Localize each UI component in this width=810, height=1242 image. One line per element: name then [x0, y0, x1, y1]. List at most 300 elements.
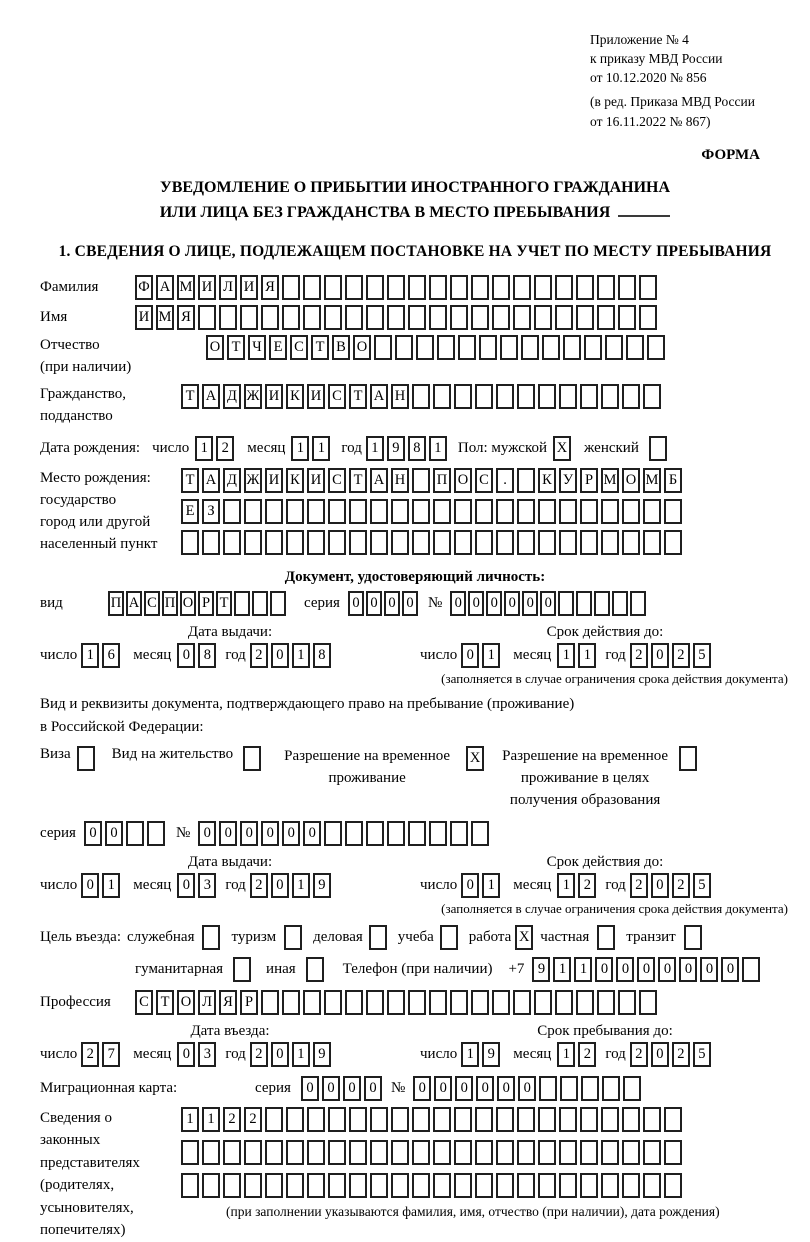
cell[interactable]	[580, 384, 598, 409]
representatives-row3-cells[interactable]	[181, 1173, 720, 1198]
cell[interactable]: Т	[311, 335, 329, 360]
cell[interactable]	[580, 530, 598, 555]
cell[interactable]: 1	[195, 436, 213, 461]
purpose-other-checkbox[interactable]	[306, 957, 327, 982]
cell[interactable]: 2	[630, 873, 648, 898]
cell[interactable]	[471, 821, 489, 846]
cell[interactable]	[580, 499, 598, 524]
purpose-private-checkbox[interactable]	[597, 925, 618, 950]
purpose-business-checkbox[interactable]	[369, 925, 390, 950]
cell[interactable]	[742, 957, 760, 982]
cell[interactable]: X	[466, 746, 484, 771]
cell[interactable]	[391, 530, 409, 555]
birth-place-row2-cells[interactable]	[181, 499, 685, 524]
cell[interactable]: 2	[223, 1107, 241, 1132]
purpose-tourism-checkbox[interactable]	[284, 925, 305, 950]
cell[interactable]	[370, 1107, 388, 1132]
doc-number-cells[interactable]	[450, 591, 648, 616]
cell[interactable]: К	[538, 468, 556, 493]
cell[interactable]	[626, 335, 644, 360]
cell[interactable]: 0	[364, 1076, 382, 1101]
cell[interactable]	[303, 305, 321, 330]
cell[interactable]: 7	[102, 1042, 120, 1067]
cell[interactable]: С	[328, 384, 346, 409]
birth-day-cells[interactable]	[195, 436, 237, 461]
cell[interactable]: 2	[244, 1107, 262, 1132]
cell[interactable]: 2	[250, 1042, 268, 1067]
doc-kind-cells[interactable]	[108, 591, 288, 616]
cell[interactable]: Р	[198, 591, 214, 616]
cell[interactable]: 1	[557, 1042, 575, 1067]
cell[interactable]	[286, 499, 304, 524]
cell[interactable]: 0	[468, 591, 484, 616]
cell[interactable]	[244, 1140, 262, 1165]
cell[interactable]	[408, 275, 426, 300]
cell[interactable]	[555, 305, 573, 330]
cell[interactable]	[412, 530, 430, 555]
cell[interactable]	[244, 499, 262, 524]
cell[interactable]	[555, 275, 573, 300]
cell[interactable]	[496, 384, 514, 409]
cell[interactable]: С	[290, 335, 308, 360]
cell[interactable]	[450, 990, 468, 1015]
cell[interactable]	[559, 1173, 577, 1198]
cell[interactable]	[559, 1140, 577, 1165]
temp-residence-permit-checkbox[interactable]	[466, 746, 487, 771]
cell[interactable]: Я	[261, 275, 279, 300]
cell[interactable]: 0	[343, 1076, 361, 1101]
cell[interactable]	[492, 990, 510, 1015]
cell[interactable]: Р	[580, 468, 598, 493]
cell[interactable]	[243, 746, 261, 771]
cell[interactable]	[450, 275, 468, 300]
birth-place-row3-cells[interactable]	[181, 530, 685, 555]
cell[interactable]	[391, 499, 409, 524]
cell[interactable]	[370, 1173, 388, 1198]
cell[interactable]: О	[622, 468, 640, 493]
cell[interactable]	[471, 305, 489, 330]
cell[interactable]: 8	[408, 436, 426, 461]
cell[interactable]: 0	[271, 873, 289, 898]
cell[interactable]	[307, 530, 325, 555]
cell[interactable]: Т	[349, 468, 367, 493]
identity-issue-month-cells[interactable]	[177, 643, 219, 668]
cell[interactable]: К	[286, 384, 304, 409]
identity-valid-month-cells[interactable]	[557, 643, 599, 668]
cell[interactable]: И	[135, 305, 153, 330]
cell[interactable]	[534, 275, 552, 300]
cell[interactable]	[450, 821, 468, 846]
cell[interactable]	[639, 990, 657, 1015]
cell[interactable]	[538, 499, 556, 524]
cell[interactable]: 0	[322, 1076, 340, 1101]
cell[interactable]	[454, 1140, 472, 1165]
cell[interactable]	[265, 1173, 283, 1198]
cell[interactable]	[576, 591, 592, 616]
purpose-official-checkbox[interactable]	[202, 925, 223, 950]
cell[interactable]	[366, 305, 384, 330]
cell[interactable]	[601, 499, 619, 524]
cell[interactable]	[475, 384, 493, 409]
cell[interactable]: 0	[240, 821, 258, 846]
cell[interactable]: 1	[292, 643, 310, 668]
cell[interactable]	[555, 990, 573, 1015]
cell[interactable]	[223, 499, 241, 524]
cell[interactable]	[181, 1173, 199, 1198]
cell[interactable]	[513, 990, 531, 1015]
cell[interactable]	[408, 305, 426, 330]
cell[interactable]	[597, 275, 615, 300]
cell[interactable]: О	[353, 335, 371, 360]
cell[interactable]	[265, 1140, 283, 1165]
cell[interactable]: 8	[198, 643, 216, 668]
cell[interactable]: 0	[595, 957, 613, 982]
cell[interactable]	[437, 335, 455, 360]
residence-permit-checkbox[interactable]	[243, 746, 264, 771]
cell[interactable]: 8	[313, 643, 331, 668]
cell[interactable]	[408, 821, 426, 846]
cell[interactable]	[597, 925, 615, 950]
cell[interactable]: 9	[313, 1042, 331, 1067]
cell[interactable]: 0	[651, 1042, 669, 1067]
cell[interactable]: 2	[630, 643, 648, 668]
cell[interactable]: 0	[177, 643, 195, 668]
cell[interactable]: 0	[658, 957, 676, 982]
cell[interactable]	[374, 335, 392, 360]
cell[interactable]	[623, 1076, 641, 1101]
cell[interactable]	[370, 499, 388, 524]
cell[interactable]	[594, 591, 610, 616]
cell[interactable]: О	[180, 591, 196, 616]
cell[interactable]	[560, 1076, 578, 1101]
cell[interactable]: А	[370, 384, 388, 409]
cell[interactable]	[202, 530, 220, 555]
cell[interactable]	[454, 1173, 472, 1198]
cell[interactable]	[349, 1140, 367, 1165]
cell[interactable]	[391, 1107, 409, 1132]
cell[interactable]: 0	[637, 957, 655, 982]
cell[interactable]	[534, 305, 552, 330]
cell[interactable]: X	[553, 436, 571, 461]
cell[interactable]	[475, 499, 493, 524]
cell[interactable]	[284, 925, 302, 950]
cell[interactable]: 0	[303, 821, 321, 846]
cell[interactable]: 1	[553, 957, 571, 982]
cell[interactable]: 1	[461, 1042, 479, 1067]
cell[interactable]: 2	[578, 873, 596, 898]
cell[interactable]	[349, 1173, 367, 1198]
cell[interactable]	[408, 990, 426, 1015]
cell[interactable]	[492, 275, 510, 300]
cell[interactable]: 1	[366, 436, 384, 461]
cell[interactable]	[433, 384, 451, 409]
cell[interactable]: 9	[532, 957, 550, 982]
cell[interactable]: 0	[282, 821, 300, 846]
cell[interactable]	[433, 530, 451, 555]
cell[interactable]	[602, 1076, 620, 1101]
cell[interactable]	[349, 1107, 367, 1132]
cell[interactable]	[517, 1107, 535, 1132]
cell[interactable]	[622, 384, 640, 409]
cell[interactable]	[538, 1107, 556, 1132]
cell[interactable]	[612, 591, 628, 616]
cell[interactable]	[664, 499, 682, 524]
cell[interactable]: С	[144, 591, 160, 616]
cell[interactable]: 1	[557, 873, 575, 898]
cell[interactable]	[244, 530, 262, 555]
cell[interactable]	[513, 305, 531, 330]
cell[interactable]	[601, 1173, 619, 1198]
cell[interactable]	[664, 1173, 682, 1198]
cell[interactable]: 1	[574, 957, 592, 982]
cell[interactable]	[581, 1076, 599, 1101]
entry-month-cells[interactable]	[177, 1042, 219, 1067]
cell[interactable]	[601, 1140, 619, 1165]
cell[interactable]: 2	[672, 873, 690, 898]
cell[interactable]	[618, 990, 636, 1015]
cell[interactable]	[649, 436, 667, 461]
cell[interactable]	[366, 990, 384, 1015]
cell[interactable]	[391, 1173, 409, 1198]
cell[interactable]	[324, 275, 342, 300]
birth-month-cells[interactable]	[291, 436, 333, 461]
cell[interactable]	[369, 925, 387, 950]
cell[interactable]: 0	[402, 591, 418, 616]
cell[interactable]	[412, 1107, 430, 1132]
cell[interactable]: Ф	[135, 275, 153, 300]
cell[interactable]	[500, 335, 518, 360]
cell[interactable]: 2	[250, 873, 268, 898]
cell[interactable]	[306, 957, 324, 982]
cell[interactable]: Я	[177, 305, 195, 330]
residence-series-cells[interactable]	[84, 821, 168, 846]
cell[interactable]: Т	[216, 591, 232, 616]
cell[interactable]: 0	[486, 591, 502, 616]
cell[interactable]	[580, 1140, 598, 1165]
cell[interactable]: К	[286, 468, 304, 493]
cell[interactable]: И	[240, 275, 258, 300]
cell[interactable]: 0	[461, 643, 479, 668]
cell[interactable]: Я	[219, 990, 237, 1015]
cell[interactable]: 1	[557, 643, 575, 668]
cell[interactable]	[496, 1173, 514, 1198]
stay-month-cells[interactable]	[557, 1042, 599, 1067]
cell[interactable]	[601, 1107, 619, 1132]
cell[interactable]: Е	[269, 335, 287, 360]
cell[interactable]	[240, 305, 258, 330]
cell[interactable]: 0	[476, 1076, 494, 1101]
cell[interactable]	[303, 275, 321, 300]
cell[interactable]	[303, 990, 321, 1015]
stay-year-cells[interactable]	[630, 1042, 714, 1067]
cell[interactable]	[77, 746, 95, 771]
cell[interactable]: 2	[81, 1042, 99, 1067]
cell[interactable]: Т	[156, 990, 174, 1015]
cell[interactable]: 3	[198, 873, 216, 898]
cell[interactable]	[496, 499, 514, 524]
cell[interactable]	[429, 275, 447, 300]
identity-issue-day-cells[interactable]	[81, 643, 123, 668]
cell[interactable]	[412, 1140, 430, 1165]
representatives-row1-cells[interactable]	[181, 1107, 720, 1132]
cell[interactable]: 2	[672, 1042, 690, 1067]
cell[interactable]: Т	[181, 468, 199, 493]
cell[interactable]	[345, 305, 363, 330]
visa-checkbox[interactable]	[77, 746, 98, 771]
cell[interactable]	[454, 1107, 472, 1132]
cell[interactable]: 0	[700, 957, 718, 982]
cell[interactable]: .	[496, 468, 514, 493]
cell[interactable]	[475, 1107, 493, 1132]
cell[interactable]	[643, 499, 661, 524]
migration-series-cells[interactable]	[301, 1076, 385, 1101]
cell[interactable]: М	[177, 275, 195, 300]
cell[interactable]	[559, 384, 577, 409]
purpose-study-checkbox[interactable]	[440, 925, 461, 950]
cell[interactable]: 0	[219, 821, 237, 846]
cell[interactable]	[198, 305, 216, 330]
cell[interactable]: 0	[504, 591, 520, 616]
cell[interactable]	[471, 275, 489, 300]
cell[interactable]	[412, 499, 430, 524]
cell[interactable]	[475, 1173, 493, 1198]
cell[interactable]	[433, 1140, 451, 1165]
cell[interactable]: 0	[271, 1042, 289, 1067]
cell[interactable]	[618, 305, 636, 330]
cell[interactable]	[539, 1076, 557, 1101]
cell[interactable]: 0	[679, 957, 697, 982]
cell[interactable]: Т	[181, 384, 199, 409]
cell[interactable]	[202, 1173, 220, 1198]
cell[interactable]	[412, 468, 430, 493]
cell[interactable]	[684, 925, 702, 950]
cell[interactable]: 9	[313, 873, 331, 898]
cell[interactable]	[307, 499, 325, 524]
identity-valid-day-cells[interactable]	[461, 643, 503, 668]
cell[interactable]	[538, 384, 556, 409]
cell[interactable]	[433, 1107, 451, 1132]
cell[interactable]: 0	[540, 591, 556, 616]
cell[interactable]	[664, 1140, 682, 1165]
purpose-work-checkbox[interactable]	[515, 925, 536, 950]
phone-cells[interactable]	[532, 957, 763, 982]
cell[interactable]: 0	[434, 1076, 452, 1101]
cell[interactable]: 0	[84, 821, 102, 846]
cell[interactable]	[492, 305, 510, 330]
representatives-row2-cells[interactable]	[181, 1140, 720, 1165]
cell[interactable]: 0	[105, 821, 123, 846]
cell[interactable]: И	[307, 468, 325, 493]
cell[interactable]: Л	[198, 990, 216, 1015]
cell[interactable]	[328, 530, 346, 555]
cell[interactable]: 1	[291, 436, 309, 461]
cell[interactable]: Р	[240, 990, 258, 1015]
cell[interactable]	[244, 1173, 262, 1198]
cell[interactable]	[429, 990, 447, 1015]
cell[interactable]	[517, 1140, 535, 1165]
cell[interactable]	[517, 468, 535, 493]
cell[interactable]	[521, 335, 539, 360]
cell[interactable]	[643, 1173, 661, 1198]
cell[interactable]	[265, 499, 283, 524]
patronymic-cells[interactable]	[206, 335, 668, 360]
cell[interactable]: 0	[455, 1076, 473, 1101]
cell[interactable]	[597, 990, 615, 1015]
cell[interactable]: И	[265, 468, 283, 493]
residence-valid-day-cells[interactable]	[461, 873, 503, 898]
cell[interactable]: 1	[202, 1107, 220, 1132]
cell[interactable]	[559, 530, 577, 555]
cell[interactable]: 0	[177, 873, 195, 898]
cell[interactable]	[181, 530, 199, 555]
cell[interactable]	[366, 275, 384, 300]
cell[interactable]	[270, 591, 286, 616]
stay-day-cells[interactable]	[461, 1042, 503, 1067]
cell[interactable]: А	[156, 275, 174, 300]
cell[interactable]	[517, 499, 535, 524]
cell[interactable]	[538, 1140, 556, 1165]
cell[interactable]: X	[515, 925, 533, 950]
cell[interactable]	[622, 530, 640, 555]
cell[interactable]	[223, 1173, 241, 1198]
cell[interactable]: И	[265, 384, 283, 409]
cell[interactable]: А	[202, 384, 220, 409]
residence-valid-month-cells[interactable]	[557, 873, 599, 898]
cell[interactable]: Д	[223, 384, 241, 409]
cell[interactable]	[517, 384, 535, 409]
cell[interactable]: П	[162, 591, 178, 616]
cell[interactable]	[542, 335, 560, 360]
cell[interactable]	[391, 1140, 409, 1165]
citizenship-cells[interactable]	[181, 384, 664, 409]
cell[interactable]: 1	[482, 643, 500, 668]
residence-issue-day-cells[interactable]	[81, 873, 123, 898]
cell[interactable]: 1	[181, 1107, 199, 1132]
cell[interactable]: 5	[693, 643, 711, 668]
cell[interactable]: С	[475, 468, 493, 493]
cell[interactable]	[618, 275, 636, 300]
cell[interactable]: 0	[81, 873, 99, 898]
cell[interactable]	[324, 821, 342, 846]
cell[interactable]	[496, 1140, 514, 1165]
cell[interactable]	[286, 1140, 304, 1165]
cell[interactable]	[622, 499, 640, 524]
cell[interactable]: М	[643, 468, 661, 493]
cell[interactable]: А	[126, 591, 142, 616]
cell[interactable]	[601, 384, 619, 409]
cell[interactable]: 2	[630, 1042, 648, 1067]
cell[interactable]: 2	[672, 643, 690, 668]
entry-year-cells[interactable]	[250, 1042, 334, 1067]
cell[interactable]	[643, 384, 661, 409]
cell[interactable]	[643, 530, 661, 555]
cell[interactable]: 0	[198, 821, 216, 846]
cell[interactable]	[601, 530, 619, 555]
cell[interactable]: В	[332, 335, 350, 360]
cell[interactable]: 2	[216, 436, 234, 461]
cell[interactable]	[622, 1173, 640, 1198]
cell[interactable]	[282, 275, 300, 300]
cell[interactable]: И	[307, 384, 325, 409]
cell[interactable]	[558, 591, 574, 616]
cell[interactable]	[639, 305, 657, 330]
cell[interactable]	[513, 275, 531, 300]
cell[interactable]	[387, 821, 405, 846]
cell[interactable]: М	[601, 468, 619, 493]
cell[interactable]: П	[108, 591, 124, 616]
cell[interactable]	[563, 335, 581, 360]
cell[interactable]: Ч	[248, 335, 266, 360]
